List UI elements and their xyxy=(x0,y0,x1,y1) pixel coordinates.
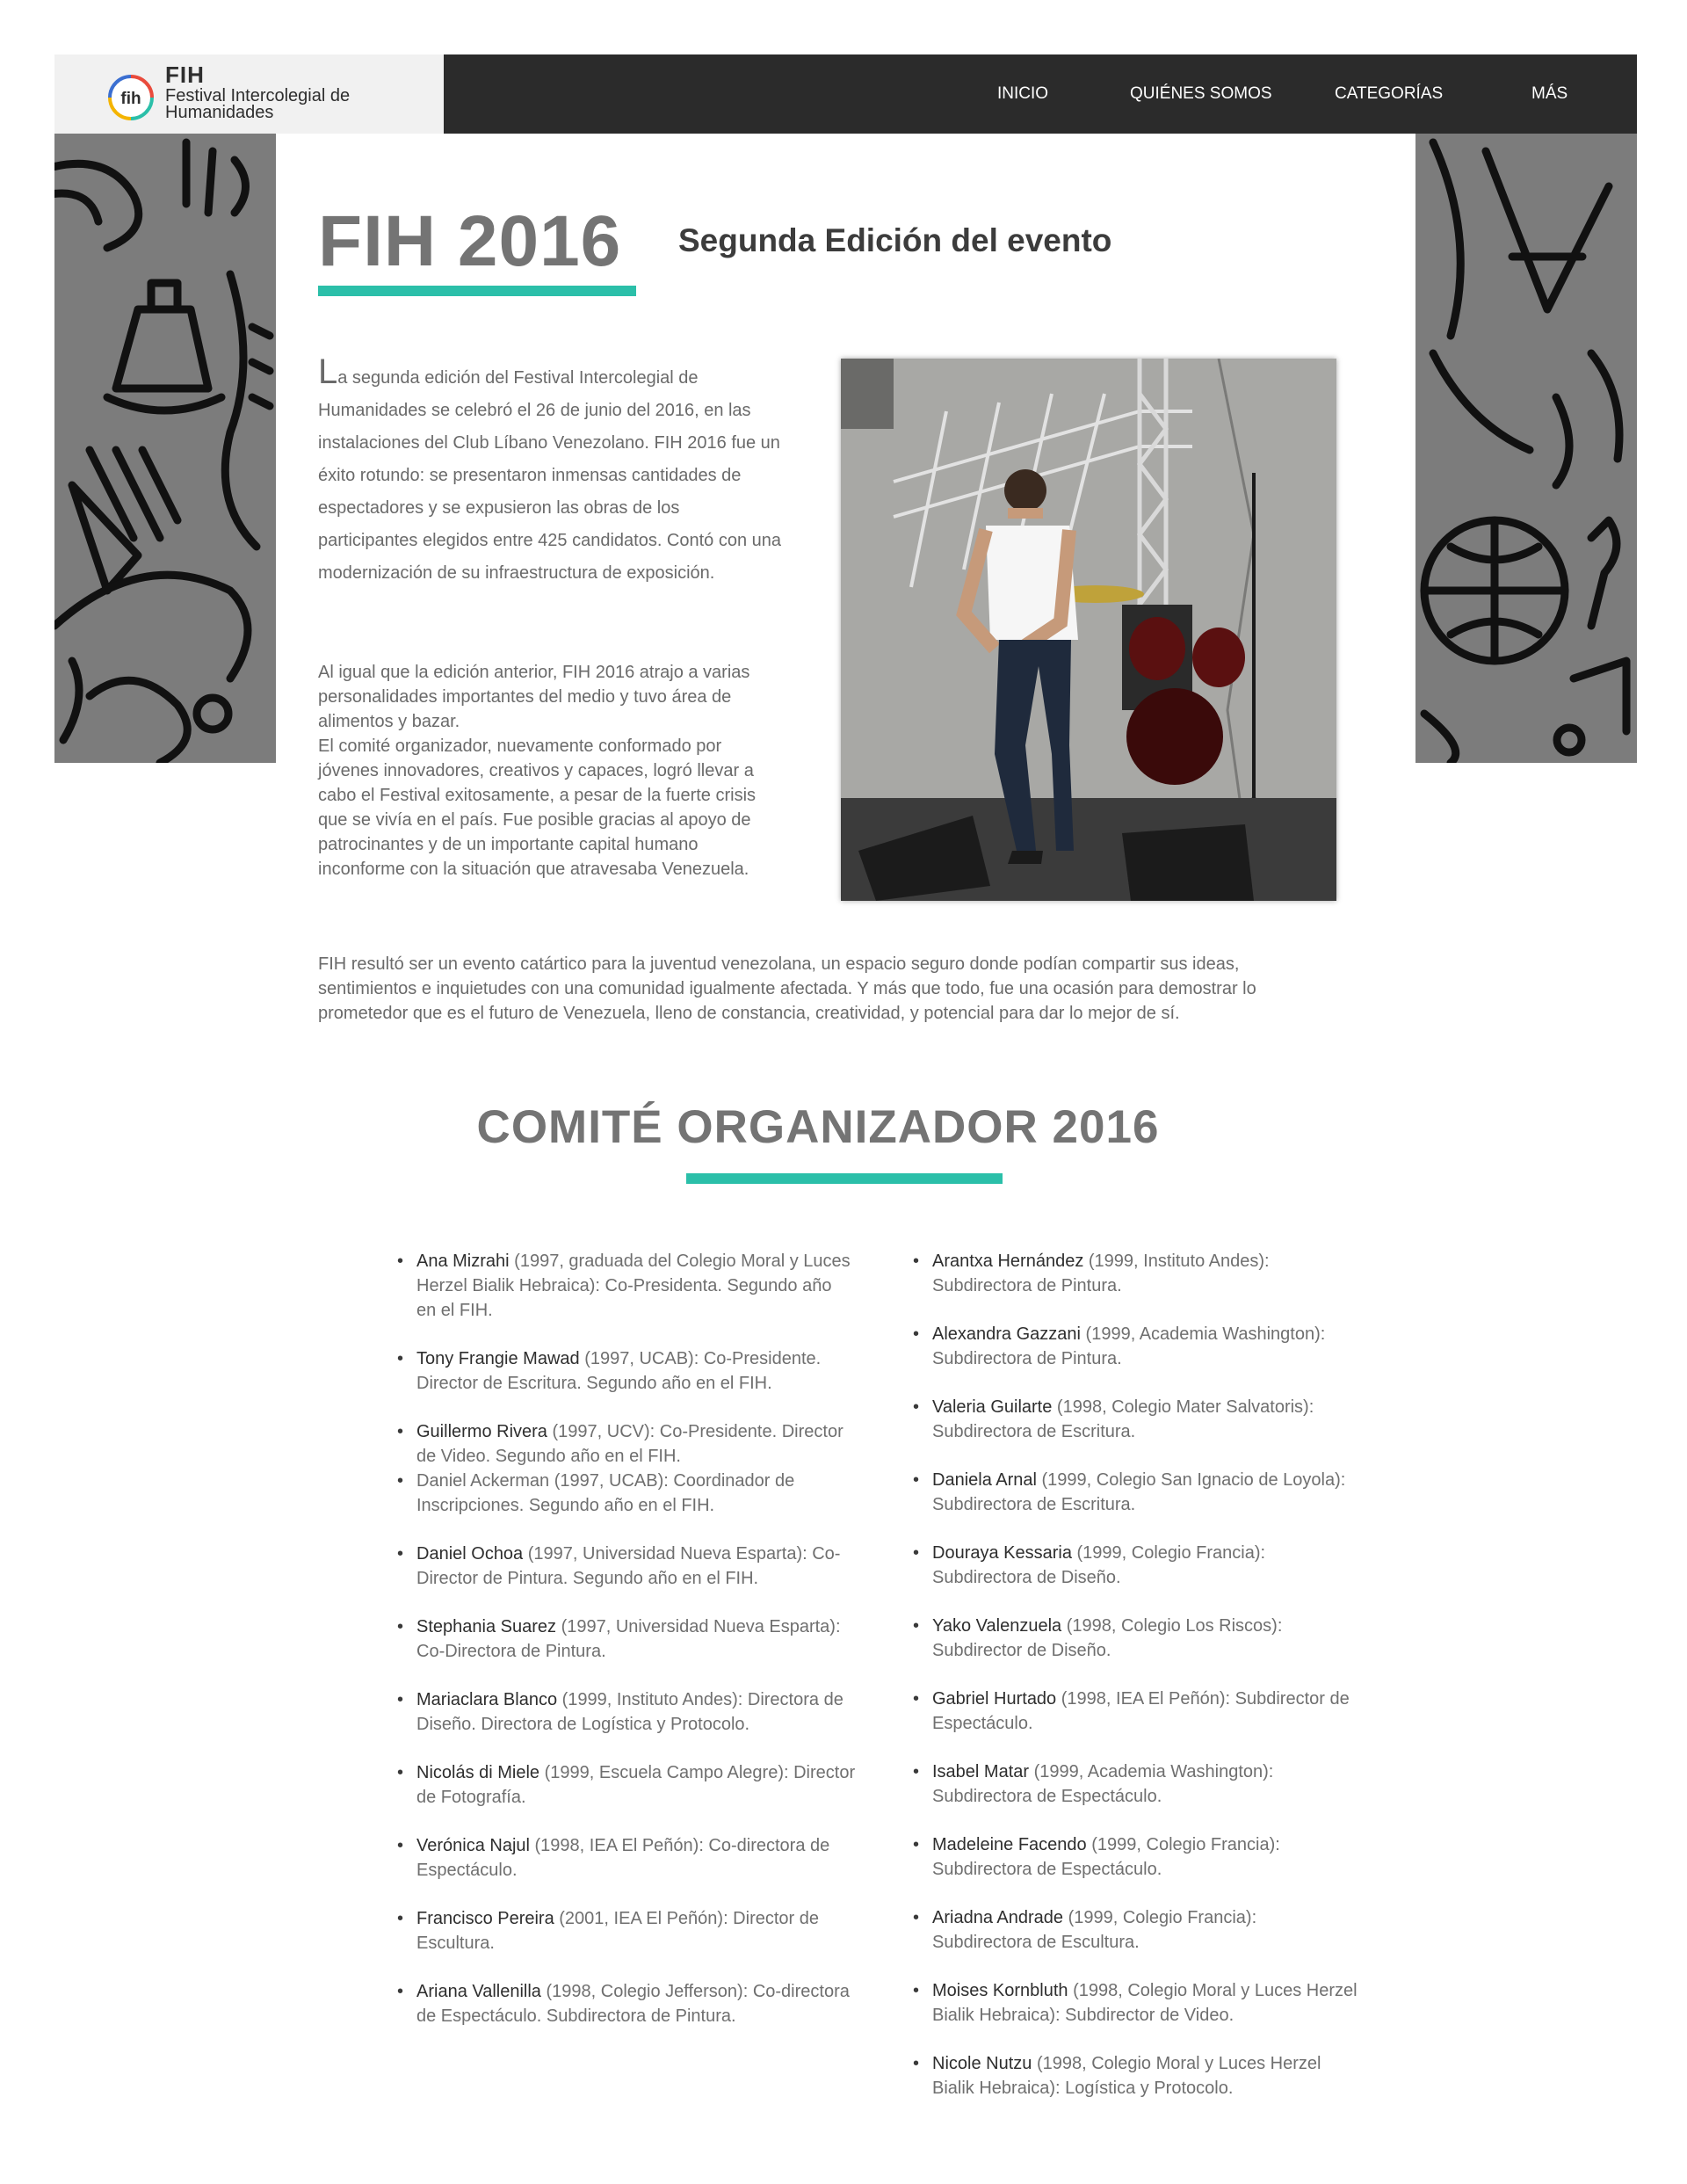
member-detail: (1997, UCV): Co-Presidente. Director de Video. Segundo año en el FIH. xyxy=(416,1422,844,1466)
member-detail: (1998, Colegio Moral y Luces Herzel Bialik Hebraica): Logística y Protocolo. xyxy=(932,2054,1321,2098)
intro-paragraph-text: a segunda edición del Festival Intercolegial de Humanidades se celebró el 26 de junio del 2016, en las instalaciones del Club Líbano Venezolano. FIH 2016 fue un éxito rotundo: se presentaron inmensas cantidades de espectadores y se expusieron las obras de los participantes elegidos entre 425 candidatos. Contó con una modernización de su infraestructura de exposición. xyxy=(318,368,782,583)
list-item xyxy=(932,1614,1358,1663)
list-item xyxy=(416,1833,856,1883)
nav-item-inicio[interactable]: INICIO xyxy=(997,84,1049,103)
list-item xyxy=(932,1760,1358,1809)
event-photo xyxy=(841,359,1336,901)
member-name: Yako Valenzuela xyxy=(932,1616,1062,1636)
member-detail: (1999, Instituto Andes): Subdirectora de Pintura. xyxy=(932,1252,1270,1295)
member-name: Nicolás di Miele xyxy=(416,1763,540,1782)
member-name: Daniel Ochoa xyxy=(416,1544,524,1564)
doodle-art-image xyxy=(1415,134,1637,763)
member-detail: (1997, Universidad Nueva Esparta): Co-Directora de Pintura. xyxy=(416,1617,841,1661)
member-name: Verónica Najul xyxy=(416,1836,530,1855)
list-item xyxy=(932,2051,1358,2101)
list-item xyxy=(932,1249,1358,1298)
committee-list-right xyxy=(932,1249,1358,2124)
list-item xyxy=(932,1468,1358,1517)
member-detail: (1997, UCAB): Co-Presidente. Director de Escritura. Segundo año en el FIH. xyxy=(416,1349,822,1393)
member-detail: (2001, IEA El Peñón): Director de Escultura. xyxy=(416,1909,819,1953)
member-detail: (1999, Colegio San Ignacio de Loyola): Subdirectora de Escritura. xyxy=(932,1470,1346,1514)
member-name: Arantxa Hernández xyxy=(932,1252,1084,1271)
member-name: Tony Frangie Mawad xyxy=(416,1349,580,1368)
second-paragraph xyxy=(318,660,784,882)
second-paragraph-b: El comité organizador, nuevamente conformado por jóvenes innovadores, creativos y capaces, logró llevar a cabo el Festival exitosamente, a pesar de la fuerte crisis que se vivía en el país. Fue posible gracias al apoyo de patrocinantes y de un importante capital humano inconforme con la situación que atravesaba Venezuela. xyxy=(318,736,757,879)
title-underline xyxy=(318,286,636,296)
member-name: Ariana Vallenilla xyxy=(416,1982,541,2001)
fih-logo-icon xyxy=(107,74,155,121)
logo-subtitle: Festival Intercolegial de Humanidades xyxy=(165,86,351,122)
intro-paragraph xyxy=(318,352,784,590)
member-name: Ana Mizrahi xyxy=(416,1252,510,1271)
member-detail: (1999, Instituto Andes): Directora de Diseño. Directora de Logística y Protocolo. xyxy=(416,1690,844,1734)
list-item xyxy=(416,1906,856,1955)
closing-paragraph: FIH resultó ser un evento catártico para la juventud venezolana, un espacio seguro donde podían compartir sus ideas, sentimientos e inquietudes con una comunidad igualmente afectada. Y más que todo, fue una ocasión para demostrar lo prometedor que es el futuro de Venezuela, lleno de constancia, creatividad, y potencial para dar lo mejor de sí. xyxy=(318,954,1256,1023)
list-item xyxy=(932,1322,1358,1371)
committee-underline xyxy=(686,1173,1003,1184)
list-item xyxy=(416,1979,856,2028)
member-detail: (1998, IEA El Peñón): Subdirector de Espectáculo. xyxy=(932,1689,1350,1733)
list-item xyxy=(932,1395,1358,1444)
member-detail: Daniel Ackerman (1997, UCAB): Coordinador de Inscripciones. Segundo año en el FIH. xyxy=(416,1471,795,1515)
member-detail: (1998, Colegio Mater Salvatoris): Subdirectora de Escritura. xyxy=(932,1397,1314,1441)
member-name: Gabriel Hurtado xyxy=(932,1689,1057,1709)
list-item xyxy=(416,1249,856,1323)
main-nav xyxy=(444,54,1637,134)
member-name: Mariaclara Blanco xyxy=(416,1690,558,1709)
member-detail: (1998, Colegio Jefferson): Co-directora de Espectáculo. Subdirectora de Pintura. xyxy=(416,1982,850,2026)
member-name: Moises Kornbluth xyxy=(932,1981,1068,2000)
nav-item-mas[interactable]: MÁS xyxy=(1531,84,1568,103)
decorative-art-left xyxy=(54,134,276,763)
member-name: Francisco Pereira xyxy=(416,1909,554,1928)
list-item xyxy=(932,1541,1358,1590)
member-detail: (1999, Colegio Francia): Subdirectora de Escultura. xyxy=(932,1908,1257,1952)
list-item xyxy=(932,1905,1358,1955)
member-name: Ariadna Andrade xyxy=(932,1908,1064,1927)
list-item xyxy=(416,1419,856,1469)
member-name: Nicole Nutzu xyxy=(932,2054,1032,2073)
site-logo[interactable] xyxy=(54,54,444,134)
list-item xyxy=(416,1346,856,1396)
member-detail: (1998, Colegio Los Riscos): Subdirector de Diseño. xyxy=(932,1616,1283,1660)
member-name: Douraya Kessaria xyxy=(932,1543,1072,1563)
member-detail: (1997, Universidad Nueva Esparta): Co-Director de Pintura. Segundo año en el FIH. xyxy=(416,1544,841,1588)
member-detail: (1999, Academia Washington): Subdirectora de Espectáculo. xyxy=(932,1762,1274,1806)
member-name: Madeleine Facendo xyxy=(932,1835,1087,1854)
page-subtitle: Segunda Edición del evento xyxy=(678,222,1112,258)
committee-heading: COMITÉ ORGANIZADOR 2016 xyxy=(476,1101,1160,1153)
member-detail: (1998, IEA El Peñón): Co-directora de Espectáculo. xyxy=(416,1836,830,1880)
list-item xyxy=(416,1469,856,1518)
list-item xyxy=(416,1687,856,1737)
member-detail: (1999, Academia Washington): Subdirectora de Pintura. xyxy=(932,1324,1326,1368)
member-detail: (1998, Colegio Moral y Luces Herzel Bialik Hebraica): Subdirector de Video. xyxy=(932,1981,1358,2025)
second-paragraph-a: Al igual que la edición anterior, FIH 2016 atrajo a varias personalidades importantes del medio y tuvo área de alimentos y bazar. xyxy=(318,663,750,731)
performer-on-stage-image xyxy=(841,359,1336,901)
member-name: Alexandra Gazzani xyxy=(932,1324,1081,1344)
member-name: Guillermo Rivera xyxy=(416,1422,547,1441)
page-title: FIH 2016 xyxy=(318,201,622,281)
member-detail: (1999, Colegio Francia): Subdirectora de Espectáculo. xyxy=(932,1835,1280,1879)
decorative-art-right xyxy=(1415,134,1637,763)
nav-item-quienes-somos[interactable]: QUIÉNES SOMOS xyxy=(1130,84,1272,103)
list-item xyxy=(416,1542,856,1591)
nav-item-categorias[interactable]: CATEGORÍAS xyxy=(1335,84,1444,103)
list-item xyxy=(932,1832,1358,1882)
committee-list-left xyxy=(416,1249,856,2052)
member-name: Daniela Arnal xyxy=(932,1470,1037,1490)
member-name: Stephania Suarez xyxy=(416,1617,557,1636)
member-detail: (1997, graduada del Colegio Moral y Luces Herzel Bialik Hebraica): Co-Presidenta. Segundo año en el FIH. xyxy=(416,1252,851,1320)
list-item xyxy=(416,1760,856,1810)
logo-mark-text: fih xyxy=(120,90,141,108)
logo-title: FIH xyxy=(165,62,205,88)
member-name: Isabel Matar xyxy=(932,1762,1030,1781)
list-item xyxy=(416,1614,856,1664)
member-detail: (1999, Colegio Francia): Subdirectora de Diseño. xyxy=(932,1543,1266,1587)
list-item xyxy=(932,1687,1358,1736)
drop-cap: L xyxy=(318,352,338,391)
doodle-art-image xyxy=(54,134,276,763)
member-detail: (1999, Escuela Campo Alegre): Director de Fotografía. xyxy=(416,1763,856,1807)
list-item xyxy=(932,1978,1358,2028)
member-name: Valeria Guilarte xyxy=(932,1397,1053,1417)
